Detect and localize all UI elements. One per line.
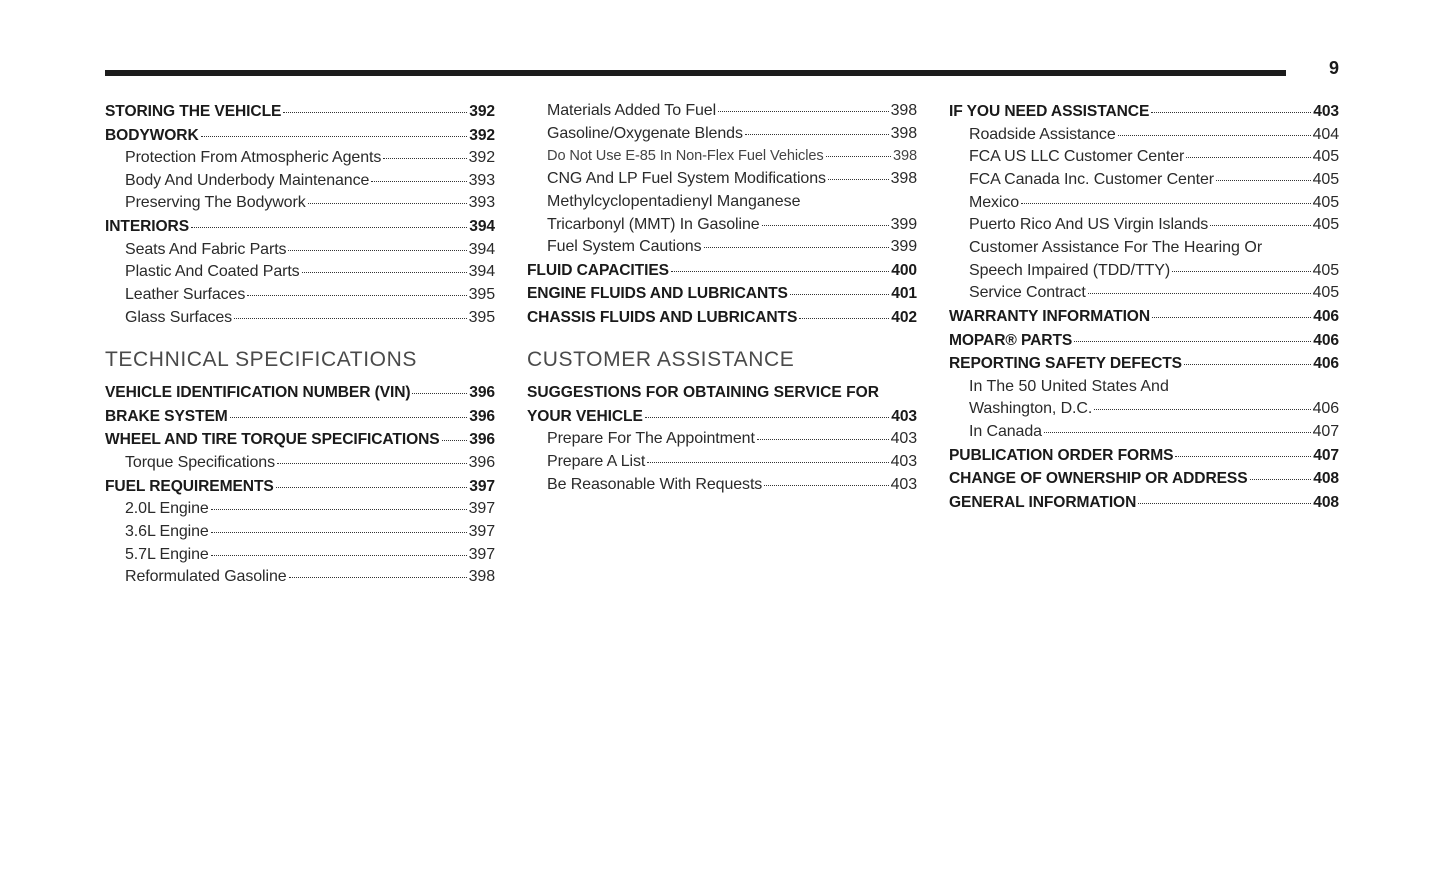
toc-entry-title: CNG And LP Fuel System Modifications (547, 170, 826, 188)
toc-entry-title: YOUR VEHICLE (527, 407, 643, 425)
toc-entry-page-number: 405 (1312, 216, 1339, 234)
toc-entry-title: Seats And Fabric Parts (125, 240, 287, 258)
dot-leader (288, 249, 466, 251)
toc-entry[interactable] (105, 544, 495, 567)
toc-entry[interactable] (105, 566, 495, 589)
toc-entry-title: FCA Canada Inc. Customer Center (969, 170, 1215, 188)
toc-entry-title: Roadside Assistance (969, 125, 1116, 143)
toc-entry-page-number: 397 (469, 477, 495, 495)
dot-leader (191, 226, 467, 228)
dot-leader (1152, 316, 1311, 318)
toc-entry[interactable] (949, 305, 1339, 329)
dot-leader (247, 294, 466, 296)
toc-group (527, 214, 917, 330)
toc-entry-wrapped-line[interactable]: In The 50 United States And (969, 377, 1169, 395)
toc-entry-title: BRAKE SYSTEM (105, 407, 228, 425)
toc-entry[interactable] (105, 405, 495, 429)
toc-entry-wrapped-line[interactable]: Customer Assistance For The Hearing Or (969, 239, 1263, 257)
toc-entry-page-number: 402 (891, 308, 917, 326)
dot-leader (1172, 270, 1310, 272)
toc-entry-title: Glass Surfaces (125, 308, 233, 326)
toc-entry[interactable] (527, 168, 917, 191)
dot-leader (412, 392, 467, 394)
dot-leader (308, 202, 467, 204)
toc-entry-title: CHASSIS FLUIDS AND LUBRICANTS (527, 308, 798, 326)
toc-entry[interactable] (105, 428, 495, 452)
toc-group (105, 381, 495, 589)
toc-entry[interactable] (527, 282, 917, 306)
section-heading-customer-assistance: CUSTOMER ASSISTANCE (527, 348, 795, 372)
toc-entry-title: Prepare A List (547, 453, 646, 471)
dot-leader (647, 461, 888, 463)
toc-entry[interactable] (949, 491, 1339, 515)
toc-entry[interactable] (105, 307, 495, 330)
dot-leader (799, 317, 889, 319)
page-number: 9 (1328, 58, 1339, 78)
dot-leader (230, 416, 468, 418)
toc-entry-page-number: 393 (468, 194, 495, 212)
dot-leader (1250, 478, 1312, 480)
toc-entry-page-number: 396 (468, 453, 495, 471)
toc-entry-page-number: 396 (469, 384, 495, 402)
toc-entry[interactable] (105, 452, 495, 475)
toc-entry[interactable] (949, 100, 1339, 124)
toc-entry-title: WHEEL AND TIRE TORQUE SPECIFICATIONS (105, 431, 440, 449)
toc-entry-page-number: 400 (891, 261, 917, 279)
toc-entry-page-number: 396 (469, 431, 495, 449)
toc-entry[interactable] (527, 451, 917, 474)
dot-leader (828, 178, 889, 180)
toc-group (949, 398, 1339, 514)
toc-entry-title: STORING THE VEHICLE (105, 103, 282, 120)
dot-leader (1210, 224, 1310, 226)
toc-entry-page-number: 393 (468, 171, 495, 189)
toc-entry-page-number: 398 (890, 170, 917, 188)
dot-leader (1021, 202, 1311, 204)
toc-entry[interactable] (105, 147, 495, 170)
dot-leader (1216, 179, 1311, 181)
toc-entry[interactable] (105, 100, 495, 124)
toc-entry[interactable] (105, 261, 495, 284)
toc-entry-title: Gasoline/Oxygenate Blends (547, 124, 743, 142)
toc-entry[interactable] (105, 284, 495, 307)
section-heading-technical-specifications: TECHNICAL SPECIFICATIONS (105, 348, 417, 372)
dot-leader (1175, 455, 1311, 457)
toc-entry-title: Washington, D.C. (969, 400, 1093, 418)
toc-entry-page-number: 403 (890, 475, 917, 493)
toc-entry-title: Preserving The Bodywork (125, 194, 306, 212)
toc-entry[interactable] (949, 398, 1339, 421)
toc-entry-page-number: 399 (890, 215, 917, 233)
toc-entry-page-number: 405 (1312, 284, 1339, 302)
toc-entry[interactable] (105, 521, 495, 544)
toc-entry-page-number: 396 (469, 407, 495, 425)
toc-entry-title: Speech Impaired (TDD/TTY) (969, 261, 1171, 279)
toc-entry[interactable] (105, 475, 495, 499)
toc-entry-title: Prepare For The Appointment (547, 430, 755, 448)
toc-entry-title: 3.6L Engine (125, 522, 209, 540)
toc-column-2 (527, 100, 917, 497)
toc-entry-page-number: 394 (469, 218, 495, 236)
toc-entry-page-number: 404 (1312, 125, 1339, 143)
toc-entry[interactable] (105, 381, 495, 405)
dot-leader (1044, 431, 1311, 433)
toc-entry-title: Be Reasonable With Requests (547, 475, 763, 493)
toc-entry-title: Leather Surfaces (125, 286, 246, 304)
dot-leader (383, 157, 466, 159)
toc-entry[interactable] (949, 192, 1339, 215)
dot-leader (718, 110, 889, 112)
toc-entry-title: Mexico (969, 193, 1020, 211)
dot-leader (211, 508, 467, 510)
toc-entry-title: Do Not Use E-85 In Non-Flex Fuel Vehicles (547, 148, 824, 165)
toc-entry[interactable] (527, 236, 917, 259)
dot-leader (764, 484, 888, 486)
toc-entry-page-number: 394 (468, 263, 495, 281)
toc-entry-page-number: 406 (1313, 308, 1339, 326)
dot-leader (745, 133, 889, 135)
toc-entry-title: BODYWORK (105, 126, 199, 144)
toc-entry-title: Reformulated Gasoline (125, 568, 287, 586)
toc-entry-page-number: 398 (468, 568, 495, 586)
toc-entry-title: 5.7L Engine (125, 545, 209, 563)
toc-entry-title: FLUID CAPACITIES (527, 261, 669, 279)
toc-entry[interactable] (949, 467, 1339, 491)
dot-leader (1184, 363, 1311, 365)
toc-entry[interactable] (949, 421, 1339, 444)
dot-leader (442, 439, 468, 441)
toc-entry-page-number: 395 (468, 308, 495, 326)
toc-entry[interactable] (949, 260, 1339, 283)
toc-entry[interactable] (527, 100, 917, 123)
toc-entry[interactable] (105, 239, 495, 262)
toc-entry-page-number: 405 (1312, 170, 1339, 188)
dot-leader (762, 224, 889, 226)
toc-group (949, 100, 1339, 237)
dot-leader (790, 293, 889, 295)
toc-entry-page-number: 408 (1313, 493, 1339, 511)
toc-entry[interactable] (949, 124, 1339, 147)
dot-leader (1088, 292, 1311, 294)
toc-entry-page-number: 407 (1313, 446, 1339, 464)
toc-entry[interactable] (105, 215, 495, 239)
dot-leader (201, 135, 468, 137)
toc-entry[interactable] (527, 259, 917, 283)
dot-leader (1094, 408, 1310, 410)
toc-entry[interactable] (527, 123, 917, 146)
toc-group (105, 100, 495, 329)
toc-entry-title: 2.0L Engine (125, 500, 209, 518)
toc-group (527, 100, 917, 191)
toc-entry-page-number: 403 (890, 430, 917, 448)
toc-entry-title: MOPAR® PARTS (949, 331, 1073, 349)
toc-entry[interactable] (949, 329, 1339, 353)
toc-entry-title: Materials Added To Fuel (547, 102, 717, 119)
toc-group (949, 260, 1339, 376)
toc-entry-wrapped-line[interactable]: Methylcyclopentadienyl Manganese (547, 192, 801, 210)
toc-entry-page-number: 395 (468, 286, 495, 304)
toc-entry[interactable] (105, 124, 495, 148)
toc-entry-title: FUEL REQUIREMENTS (105, 477, 274, 495)
toc-entry[interactable] (527, 306, 917, 330)
toc-entry-page-number: 392 (469, 126, 495, 144)
toc-entry[interactable] (949, 169, 1339, 192)
toc-entry-page-number: 397 (468, 522, 495, 540)
toc-entry[interactable] (105, 192, 495, 215)
toc-entry-title: Protection From Atmospheric Agents (125, 149, 382, 166)
toc-entry[interactable] (105, 170, 495, 193)
toc-entry-page-number: 406 (1313, 331, 1339, 349)
toc-entry-page-number: 403 (890, 453, 917, 471)
dot-leader (1138, 502, 1311, 504)
dot-leader (371, 180, 466, 182)
toc-entry-page-number: 403 (1313, 103, 1339, 120)
toc-entry-title: Tricarbonyl (MMT) In Gasoline (547, 215, 760, 233)
toc-entry-title: Puerto Rico And US Virgin Islands (969, 216, 1209, 234)
toc-entry-page-number: 392 (469, 103, 495, 120)
dot-leader (1118, 134, 1311, 136)
toc-entry-page-number: 407 (1312, 423, 1339, 441)
toc-entry-page-number: 401 (891, 285, 917, 303)
toc-entry[interactable] (527, 145, 917, 168)
toc-entry[interactable] (949, 146, 1339, 169)
dot-leader (211, 531, 467, 533)
toc-entry-page-number: 398 (890, 124, 917, 142)
toc-entry-title: GENERAL INFORMATION (949, 493, 1137, 511)
toc-entry[interactable] (949, 282, 1339, 305)
toc-entry-page-number: 398 (890, 102, 917, 119)
toc-entry-title: Plastic And Coated Parts (125, 263, 300, 281)
toc-entry-title: WARRANTY INFORMATION (949, 308, 1150, 326)
toc-entry-page-number: 394 (468, 240, 495, 258)
toc-entry[interactable] (949, 444, 1339, 468)
toc-column-3 (949, 100, 1339, 514)
toc-entry-title: REPORTING SAFETY DEFECTS (949, 355, 1182, 373)
dot-leader (277, 462, 467, 464)
toc-entry-title: VEHICLE IDENTIFICATION NUMBER (VIN) (105, 384, 411, 402)
dot-leader (211, 554, 467, 556)
toc-entry-wrapped-line[interactable]: SUGGESTIONS FOR OBTAINING SERVICE FOR (527, 384, 880, 402)
dot-leader (283, 111, 467, 113)
toc-entry[interactable] (949, 352, 1339, 376)
dot-leader (1186, 156, 1310, 158)
toc-entry-title: Fuel System Cautions (547, 238, 702, 256)
toc-entry[interactable] (527, 214, 917, 237)
toc-entry[interactable] (527, 474, 917, 497)
toc-entry-page-number: 405 (1312, 193, 1339, 211)
toc-entry[interactable] (105, 498, 495, 521)
toc-entry-title: PUBLICATION ORDER FORMS (949, 446, 1174, 464)
dot-leader (302, 271, 467, 273)
dot-leader (1074, 340, 1311, 342)
toc-entry-page-number: 406 (1312, 400, 1339, 418)
toc-entry-page-number: 405 (1312, 261, 1339, 279)
dot-leader (671, 270, 889, 272)
dot-leader (704, 246, 889, 248)
toc-entry-title: FCA US LLC Customer Center (969, 148, 1185, 166)
dot-leader (289, 576, 467, 578)
toc-entry-page-number: 405 (1312, 148, 1339, 166)
toc-entry-title: Torque Specifications (125, 453, 275, 471)
toc-column-1 (105, 100, 495, 589)
dot-leader (276, 486, 468, 488)
dot-leader (234, 317, 467, 319)
toc-entry-page-number: 397 (468, 500, 495, 518)
dot-leader (645, 416, 890, 418)
header-rule (105, 70, 1286, 76)
toc-entry-page-number: 397 (468, 545, 495, 563)
toc-entry-title: ENGINE FLUIDS AND LUBRICANTS (527, 285, 788, 303)
toc-entry-title: In Canada (969, 423, 1042, 441)
toc-group (527, 405, 917, 497)
toc-entry[interactable] (527, 405, 917, 429)
dot-leader (1151, 111, 1311, 113)
dot-leader (826, 155, 891, 157)
toc-entry-title: Body And Underbody Maintenance (125, 171, 370, 189)
toc-entry-title: IF YOU NEED ASSISTANCE (949, 103, 1150, 120)
toc-entry-page-number: 398 (892, 148, 917, 165)
toc-entry-title: INTERIORS (105, 218, 190, 236)
toc-entry-page-number: 403 (891, 407, 917, 425)
toc-entry-title: Service Contract (969, 284, 1086, 302)
toc-entry[interactable] (527, 428, 917, 451)
toc-entry-page-number: 392 (468, 149, 495, 166)
toc-entry-title: CHANGE OF OWNERSHIP OR ADDRESS (949, 470, 1248, 488)
toc-entry-page-number: 406 (1313, 355, 1339, 373)
toc-entry-page-number: 399 (890, 238, 917, 256)
toc-entry[interactable] (949, 214, 1339, 237)
toc-entry-page-number: 408 (1313, 470, 1339, 488)
dot-leader (757, 438, 889, 440)
